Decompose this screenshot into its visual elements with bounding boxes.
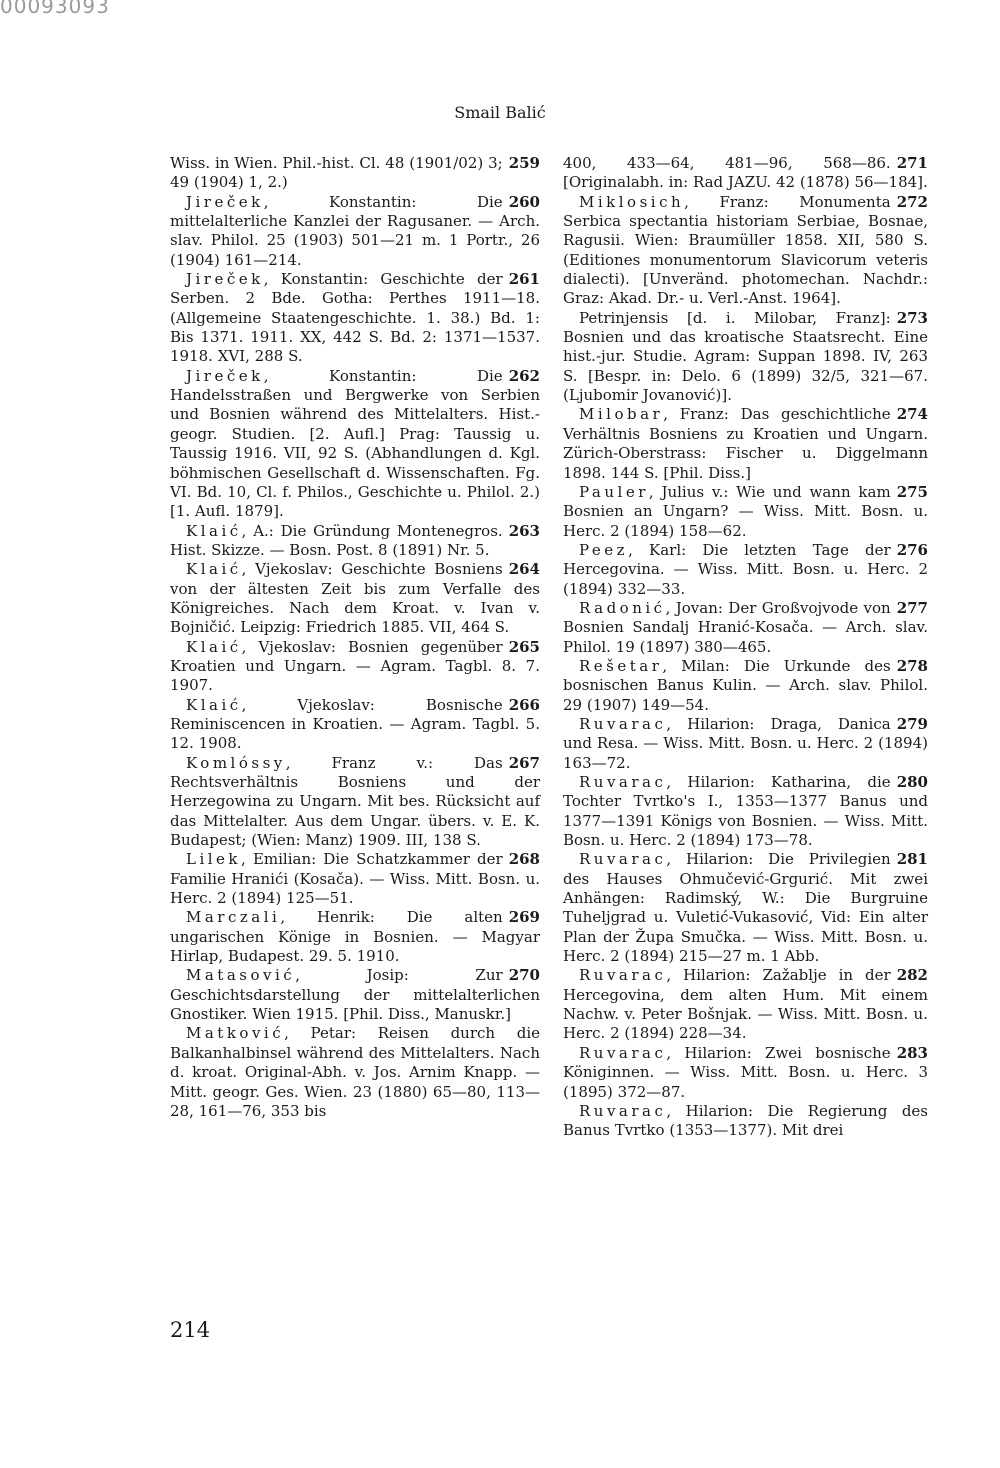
entry-number: 277 [896,598,928,617]
entry-text: , A.: Die Gründung Montenegros. Hist. Skizze. — Bosn. Post. 8 (1891) Nr. 5. [170,521,503,559]
entry-text: , Hilarion: Die Privilegien des Hauses Ohmučević-Grgurić. Mit zwei Anhängen: Radimský, W.: Die Burgruine Tuheljgrad u. Vuletić-Vukasović, Vid: Ein alter Plan der Župa Smučka. — Wiss. Mitt. Bosn. u. Herc. 2 (1894) 215—27 m. 1 Abb. [563,850,928,966]
entry-number: 263 [508,521,540,540]
entry-number: 273 [896,308,928,327]
entry-text: , Vjekoslav: Geschichte Bosniens von der ältesten Zeit bis zum Verfalle des Königreiches. Nach dem Kroat. v. Ivan v. Bojničić. Leipzig: Friedrich 1885. VII, 464 S. [170,560,540,637]
entry-text: , Vjekoslav: Bosnische Reminiscencen in Kroatien. — Agram. Tagbl. 5. 12. 1908. [170,695,540,753]
bibliography-entry [563,1102,928,1141]
entry-author: Klaić [186,637,242,656]
bibliography-entry [563,773,928,850]
page-number: 214 [170,1318,211,1342]
bibliography-entry [563,715,928,773]
bibliography-entry [170,154,540,193]
bibliography-entry [563,483,928,541]
entry-number: 264 [508,560,540,579]
entry-author: Klaić [186,521,242,540]
entry-text: , Hilarion: Zažablje in der Hercegovina, dem alten Hum. Mit einem Nachw. v. Peter Bošnjak. — Wiss. Mitt. Bosn. u. Herc. 2 (1894) 228—34. [563,966,928,1043]
entry-text: , Jovan: Der Großvojvode von Bosnien Sandalj Hranić-Kosača. — Arch. slav. Philol. 19 (1897) 380—465. [563,598,928,656]
entry-author: Miklosich [579,192,685,211]
bibliography-entry [170,270,540,367]
entry-number: 266 [508,695,540,714]
entry-author: Komlóssy [186,753,286,772]
bibliography-entry [170,193,540,270]
entry-author: Jireček [186,366,264,385]
entry-author: Ruvarac [579,850,667,869]
bibliography-entry [563,309,928,406]
left-column [170,154,540,1121]
entry-number: 282 [896,966,928,985]
right-column [563,154,928,1141]
entry-author: Matasović [186,966,296,985]
entry-number: 272 [896,192,928,211]
entry-author: Klaić [186,560,242,579]
entry-author: Matković [186,1024,285,1043]
entry-author: Ruvarac [579,773,667,791]
entry-number: 267 [508,753,540,772]
bibliography-entry [170,908,540,966]
entry-text: , Hilarion: Draga, Danica und Resa. — Wiss. Mitt. Bosn. u. Herc. 2 (1894) 163—72. [563,714,928,772]
entry-number: 281 [896,850,928,869]
running-head: Smail Balić [454,103,546,122]
entry-text: , Karl: Die letzten Tage der Hercegovina. — Wiss. Mitt. Bosn. u. Herc. 2 (1894) 332—33. [563,540,928,598]
bibliography-entry [563,193,928,309]
entry-text: , Petar: Reisen durch die Balkanhalbinsel während des Mittelalters. Nach d. kroat. Original-Abh. v. Jos. Arnim Knapp. — Mitt. geogr. Ges. Wien. 23 (1880) 65—80, 113—28, 161—76, 353 bis [170,1024,540,1120]
entry-text: Petrinjensis [d. i. Milobar, Franz]: Bosnien und das kroatische Staatsrecht. Eine hist.-jur. Studie. Agram: Suppan 1898. IV, 263 S. [Bespr. in: Delo. 6 (1899) 32/5, 321—67. (Ljubomir Jovanović)]. [563,308,928,405]
entry-author: Ruvarac [579,1101,667,1120]
bibliography-entry [563,657,928,715]
entry-text: , Franz: Das geschichtliche Verhältnis Bosniens zu Kroatien und Ungarn. Zürich-Oberstrass: Fischer u. Diggelmann 1898. 144 S. [Phil. Diss.] [563,405,928,482]
entry-number: 268 [508,850,540,869]
entry-number: 278 [896,656,928,675]
entry-number: 269 [508,908,540,927]
entry-text: , Emilian: Die Schatzkammer der Familie Hranići (Kosača). — Wiss. Mitt. Bosn. u. Herc. 2 (1894) 125—51. [170,850,540,908]
entry-text: , Franz v.: Das Rechtsverhältnis Bosniens und der Herzegowina zu Ungarn. Mit bes. Rücksicht auf das Mittelalter. Aus dem Ungar. übers. v. E. K. Budapest; (Wien: Manz) 1909. III, 138 S. [170,753,540,850]
entry-text: , Milan: Die Urkunde des bosnischen Banus Kulin. — Arch. slav. Philol. 29 (1907) 149—54. [563,656,928,714]
entry-number: 270 [508,966,540,985]
entry-author: Ruvarac [579,714,667,733]
entry-number: 271 [896,154,928,172]
bibliography-entry [563,154,928,193]
entry-author: Klaić [186,695,242,714]
entry-author: Ruvarac [579,1043,667,1062]
entry-author: Jireček [186,192,264,211]
bibliography-entry [170,696,540,754]
entry-number: 259 [508,154,540,172]
bibliography-entry [170,560,540,637]
entry-number: 274 [896,405,928,424]
bibliography-entry [170,966,540,1024]
bibliography-entry [170,1024,540,1121]
entry-text: , Josip: Zur Geschichtsdarstellung der mittelalterlichen Gnostiker. Wien 1915. [Phil. Diss., Manuskr.] [170,966,540,1024]
bibliography-entry [170,850,540,908]
entry-text: , Henrik: Die alten ungarischen Könige in Bosnien. — Magyar Hirlap, Budapest. 29. 5. 1910. [170,908,540,966]
entry-text: , Hilarion: Zwei bosnische Königinnen. — Wiss. Mitt. Bosn. u. Herc. 3 (1895) 372—87. [563,1043,928,1101]
entry-number: 260 [508,192,540,211]
entry-number: 280 [896,773,928,791]
entry-text: , Konstantin: Geschichte der Serben. 2 Bde. Gotha: Perthes 1911—18. (Allgemeine Staatengeschichte. 1. 38.) Bd. 1: Bis 1371. 1911. XX, 442 S. Bd. 2: 1371—1537. 1918. XVI, 288 S. [170,270,540,366]
bibliography-entry [170,754,540,851]
bibliography-entry [563,599,928,657]
bibliography-entry [170,638,540,696]
entry-number: 262 [508,366,540,385]
bibliography-entry [563,405,928,482]
entry-text: , Hilarion: Die Regierung des Banus Tvrtko (1353—1377). Mit drei [563,1101,928,1140]
entry-text: , Vjekoslav: Bosnien gegenüber Kroatien und Ungarn. — Agram. Tagbl. 8. 7. 1907. [170,637,540,695]
entry-text: 400, 433—64, 481—96, 568—86. [Originalabh. in: Rad JAZU. 42 (1878) 56—184]. [563,154,928,192]
bibliography-entry [563,1044,928,1102]
entry-number: 265 [508,637,540,656]
entry-author: Marczali [186,908,281,927]
bibliography-entry [563,850,928,966]
entry-author: Milobar [579,405,664,424]
entry-author: Jireček [186,270,264,289]
entry-text: , Konstantin: Die Handelsstraßen und Bergwerke von Serbien und Bosnien während des Mittelalters. Hist.-geogr. Studien. [2. Aufl.] Prag: Taussig u. Taussig 1916. VII, 92 S. (Abhandlungen d. Kgl. böhmischen Gesellschaft d. Wissenschaften. Fg. VI. Bd. 10, Cl. f. Philos., Geschichte u. Philol. 2.) [1. Aufl. 1879]. [170,366,540,521]
entry-author: Radonić [579,598,666,617]
entry-number: 283 [896,1043,928,1062]
archive-stamp-number: 00093093 [0,0,110,18]
entry-text: Wiss. in Wien. Phil.-hist. Cl. 48 (1901/02) 3; 49 (1904) 1, 2.) [170,154,503,192]
bibliography-entry [563,541,928,599]
bibliography-entry [563,966,928,1043]
entry-author: Peez [579,540,629,559]
entry-author: Rešetar [579,656,663,675]
bibliography-entry [170,367,540,522]
entry-number: 276 [896,540,928,559]
entry-number: 279 [896,714,928,733]
entry-text: , Konstantin: Die mittelalterliche Kanzlei der Ragusaner. — Arch. slav. Philol. 25 (1903) 501—21 m. 1 Portr., 26 (1904) 161—214. [170,192,540,269]
entry-number: 261 [508,270,540,289]
entry-author: Lilek [186,850,242,869]
entry-author: Pauler [579,482,649,501]
entry-text: , Franz: Monumenta Serbica spectantia historiam Serbiae, Bosnae, Ragusii. Wien: Braumüller 1858. XII, 580 S. (Editiones monumentorum Slavicorum veteris dialecti). [Unveränd. photomechan. Nachdr.: Graz: Akad. Dr.- u. Verl.-Anst. 1964]. [563,192,928,308]
entry-number: 275 [896,482,928,501]
bibliography-entry [170,522,540,561]
entry-text: , Julius v.: Wie und wann kam Bosnien an Ungarn? — Wiss. Mitt. Bosn. u. Herc. 2 (1894) 158—62. [563,482,928,540]
entry-text: , Hilarion: Katharina, die Tochter Tvrtko's I., 1353—1377 Banus und 1377—1391 Königs von Bosnien. — Wiss. Mitt. Bosn. u. Herc. 2 (1894) 173—78. [563,773,928,850]
entry-author: Ruvarac [579,966,667,985]
